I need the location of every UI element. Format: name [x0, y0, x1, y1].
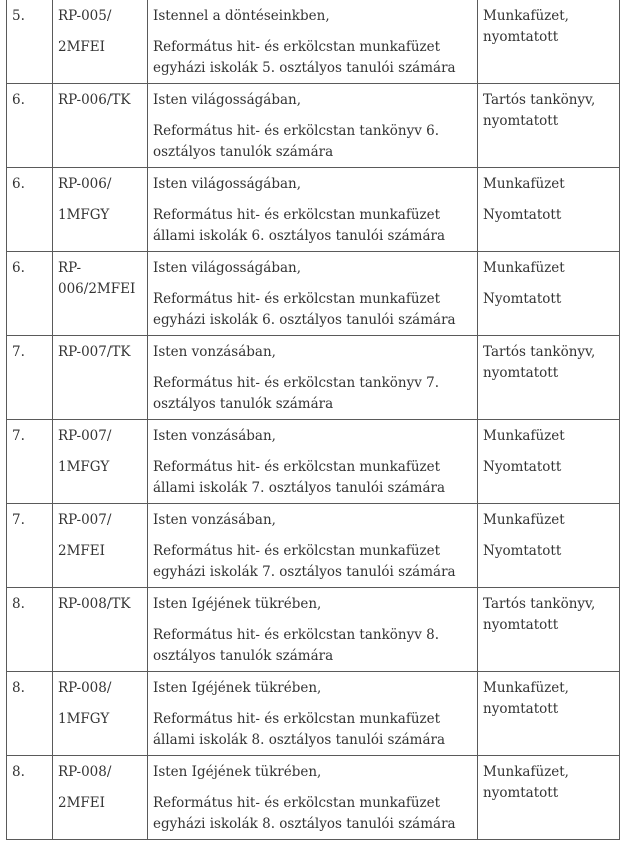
book-description: állami iskolák 6. osztályos tanulói számára: [153, 228, 445, 244]
grade-value: 7.: [12, 344, 25, 360]
code-line: RP-006/TK: [58, 92, 131, 108]
table-row: [7, 756, 620, 840]
book-description: állami iskolák 8. osztályos tanulói számára: [153, 732, 445, 748]
code-cell: [53, 504, 148, 588]
grade-cell: [7, 336, 53, 420]
book-type: Munkafüzet,: [483, 8, 569, 24]
type-cell: [478, 672, 620, 756]
book-type: Munkafüzet: [483, 260, 565, 276]
book-type: Tartós tankönyv,: [483, 92, 596, 108]
title-cell: [148, 420, 478, 504]
code-cell: [53, 672, 148, 756]
book-description: egyházi iskolák 7. osztályos tanulói számára: [153, 564, 456, 580]
book-title: Istennel a döntéseinkben,: [153, 8, 330, 24]
grade-value: 6.: [12, 260, 25, 276]
book-type: Munkafüzet: [483, 428, 565, 444]
table-row: [7, 588, 620, 672]
code-line: 2MFEI: [58, 543, 105, 559]
book-description: osztályos tanulók számára: [153, 144, 334, 160]
code-line: RP-007/TK: [58, 344, 131, 360]
title-cell: [148, 0, 478, 84]
code-line: RP-007/: [58, 512, 112, 528]
table-row: [7, 168, 620, 252]
grade-value: 7.: [12, 428, 25, 444]
code-line: RP-008/: [58, 764, 112, 780]
book-description: Református hit- és erkölcstan munkafüzet: [153, 207, 441, 223]
grade-cell: [7, 252, 53, 336]
code-cell: [53, 588, 148, 672]
book-description: Református hit- és erkölcstan tankönyv 8.: [153, 627, 440, 643]
book-description: egyházi iskolák 5. osztályos tanulói számára: [153, 60, 456, 76]
title-cell: [148, 672, 478, 756]
book-type: Munkafüzet,: [483, 764, 569, 780]
title-cell: [148, 504, 478, 588]
table-row: [7, 336, 620, 420]
book-title: Isten Igéjének tükrében,: [153, 680, 322, 696]
book-type: nyomtatott: [483, 785, 559, 801]
code-cell: [53, 336, 148, 420]
book-title: Isten világosságában,: [153, 92, 302, 108]
book-description: Református hit- és erkölcstan tankönyv 6.: [153, 123, 440, 139]
type-cell: [478, 168, 620, 252]
type-cell: [478, 252, 620, 336]
title-cell: [148, 756, 478, 840]
book-description: Református hit- és erkölcstan munkafüzet: [153, 291, 441, 307]
grade-cell: [7, 168, 53, 252]
book-title: Isten világosságában,: [153, 176, 302, 192]
table-row: [7, 504, 620, 588]
book-type: nyomtatott: [483, 29, 559, 45]
code-line: RP-007/: [58, 428, 112, 444]
textbook-table: [6, 0, 620, 840]
book-type: Munkafüzet: [483, 512, 565, 528]
book-type: nyomtatott: [483, 365, 559, 381]
code-cell: [53, 168, 148, 252]
table-row: [7, 252, 620, 336]
code-line: RP-008/TK: [58, 596, 131, 612]
book-type: nyomtatott: [483, 701, 559, 717]
book-type: Nyomtatott: [483, 543, 562, 559]
book-type: Nyomtatott: [483, 291, 562, 307]
type-cell: [478, 420, 620, 504]
book-description: Református hit- és erkölcstan munkafüzet: [153, 39, 441, 55]
grade-cell: [7, 504, 53, 588]
code-line: 2MFEI: [58, 39, 105, 55]
grade-value: 8.: [12, 596, 25, 612]
grade-value: 7.: [12, 512, 25, 528]
book-title: Isten világosságában,: [153, 260, 302, 276]
table-row: [7, 672, 620, 756]
code-line: 1MFGY: [58, 207, 110, 223]
type-cell: [478, 504, 620, 588]
grade-cell: [7, 420, 53, 504]
book-description: Református hit- és erkölcstan munkafüzet: [153, 711, 441, 727]
title-cell: [148, 168, 478, 252]
book-description: Református hit- és erkölcstan tankönyv 7.: [153, 375, 440, 391]
book-description: Református hit- és erkölcstan munkafüzet: [153, 543, 441, 559]
book-description: állami iskolák 7. osztályos tanulói számára: [153, 480, 445, 496]
grade-cell: [7, 84, 53, 168]
table-body: [7, 0, 620, 840]
code-cell: [53, 0, 148, 84]
grade-value: 8.: [12, 764, 25, 780]
code-line: 1MFGY: [58, 711, 110, 727]
code-cell: [53, 252, 148, 336]
book-type: nyomtatott: [483, 617, 559, 633]
table-row: [7, 84, 620, 168]
grade-cell: [7, 588, 53, 672]
book-type: Nyomtatott: [483, 459, 562, 475]
book-type: Nyomtatott: [483, 207, 562, 223]
book-title: Isten vonzásában,: [153, 428, 276, 444]
grade-value: 6.: [12, 92, 25, 108]
code-line: 2MFEI: [58, 795, 105, 811]
book-title: Isten vonzásában,: [153, 344, 276, 360]
book-type: Tartós tankönyv,: [483, 344, 596, 360]
type-cell: [478, 0, 620, 84]
book-title: Isten vonzásában,: [153, 512, 276, 528]
book-description: Református hit- és erkölcstan munkafüzet: [153, 459, 441, 475]
table-row: [7, 0, 620, 84]
book-type: Munkafüzet,: [483, 680, 569, 696]
grade-cell: [7, 672, 53, 756]
code-line: RP-: [58, 260, 82, 276]
book-description: Református hit- és erkölcstan munkafüzet: [153, 795, 441, 811]
grade-value: 5.: [12, 8, 25, 24]
type-cell: [478, 336, 620, 420]
book-type: Munkafüzet: [483, 176, 565, 192]
type-cell: [478, 756, 620, 840]
book-title: Isten Igéjének tükrében,: [153, 596, 322, 612]
type-cell: [478, 84, 620, 168]
code-cell: [53, 84, 148, 168]
grade-cell: [7, 756, 53, 840]
code-cell: [53, 756, 148, 840]
grade-value: 8.: [12, 680, 25, 696]
book-title: Isten Igéjének tükrében,: [153, 764, 322, 780]
code-line: 1MFGY: [58, 459, 110, 475]
book-description: egyházi iskolák 6. osztályos tanulói számára: [153, 312, 456, 328]
book-description: egyházi iskolák 8. osztályos tanulói számára: [153, 816, 456, 832]
title-cell: [148, 252, 478, 336]
table-row: [7, 420, 620, 504]
title-cell: [148, 336, 478, 420]
book-type: nyomtatott: [483, 113, 559, 129]
grade-cell: [7, 0, 53, 84]
code-line: RP-008/: [58, 680, 112, 696]
book-description: osztályos tanulók számára: [153, 396, 334, 412]
type-cell: [478, 588, 620, 672]
book-type: Tartós tankönyv,: [483, 596, 596, 612]
title-cell: [148, 588, 478, 672]
code-cell: [53, 420, 148, 504]
grade-value: 6.: [12, 176, 25, 192]
title-cell: [148, 84, 478, 168]
code-line: RP-006/: [58, 176, 112, 192]
code-line: RP-005/: [58, 8, 112, 24]
code-line: 006/2MFEI: [58, 281, 136, 297]
book-description: osztályos tanulók számára: [153, 648, 334, 664]
